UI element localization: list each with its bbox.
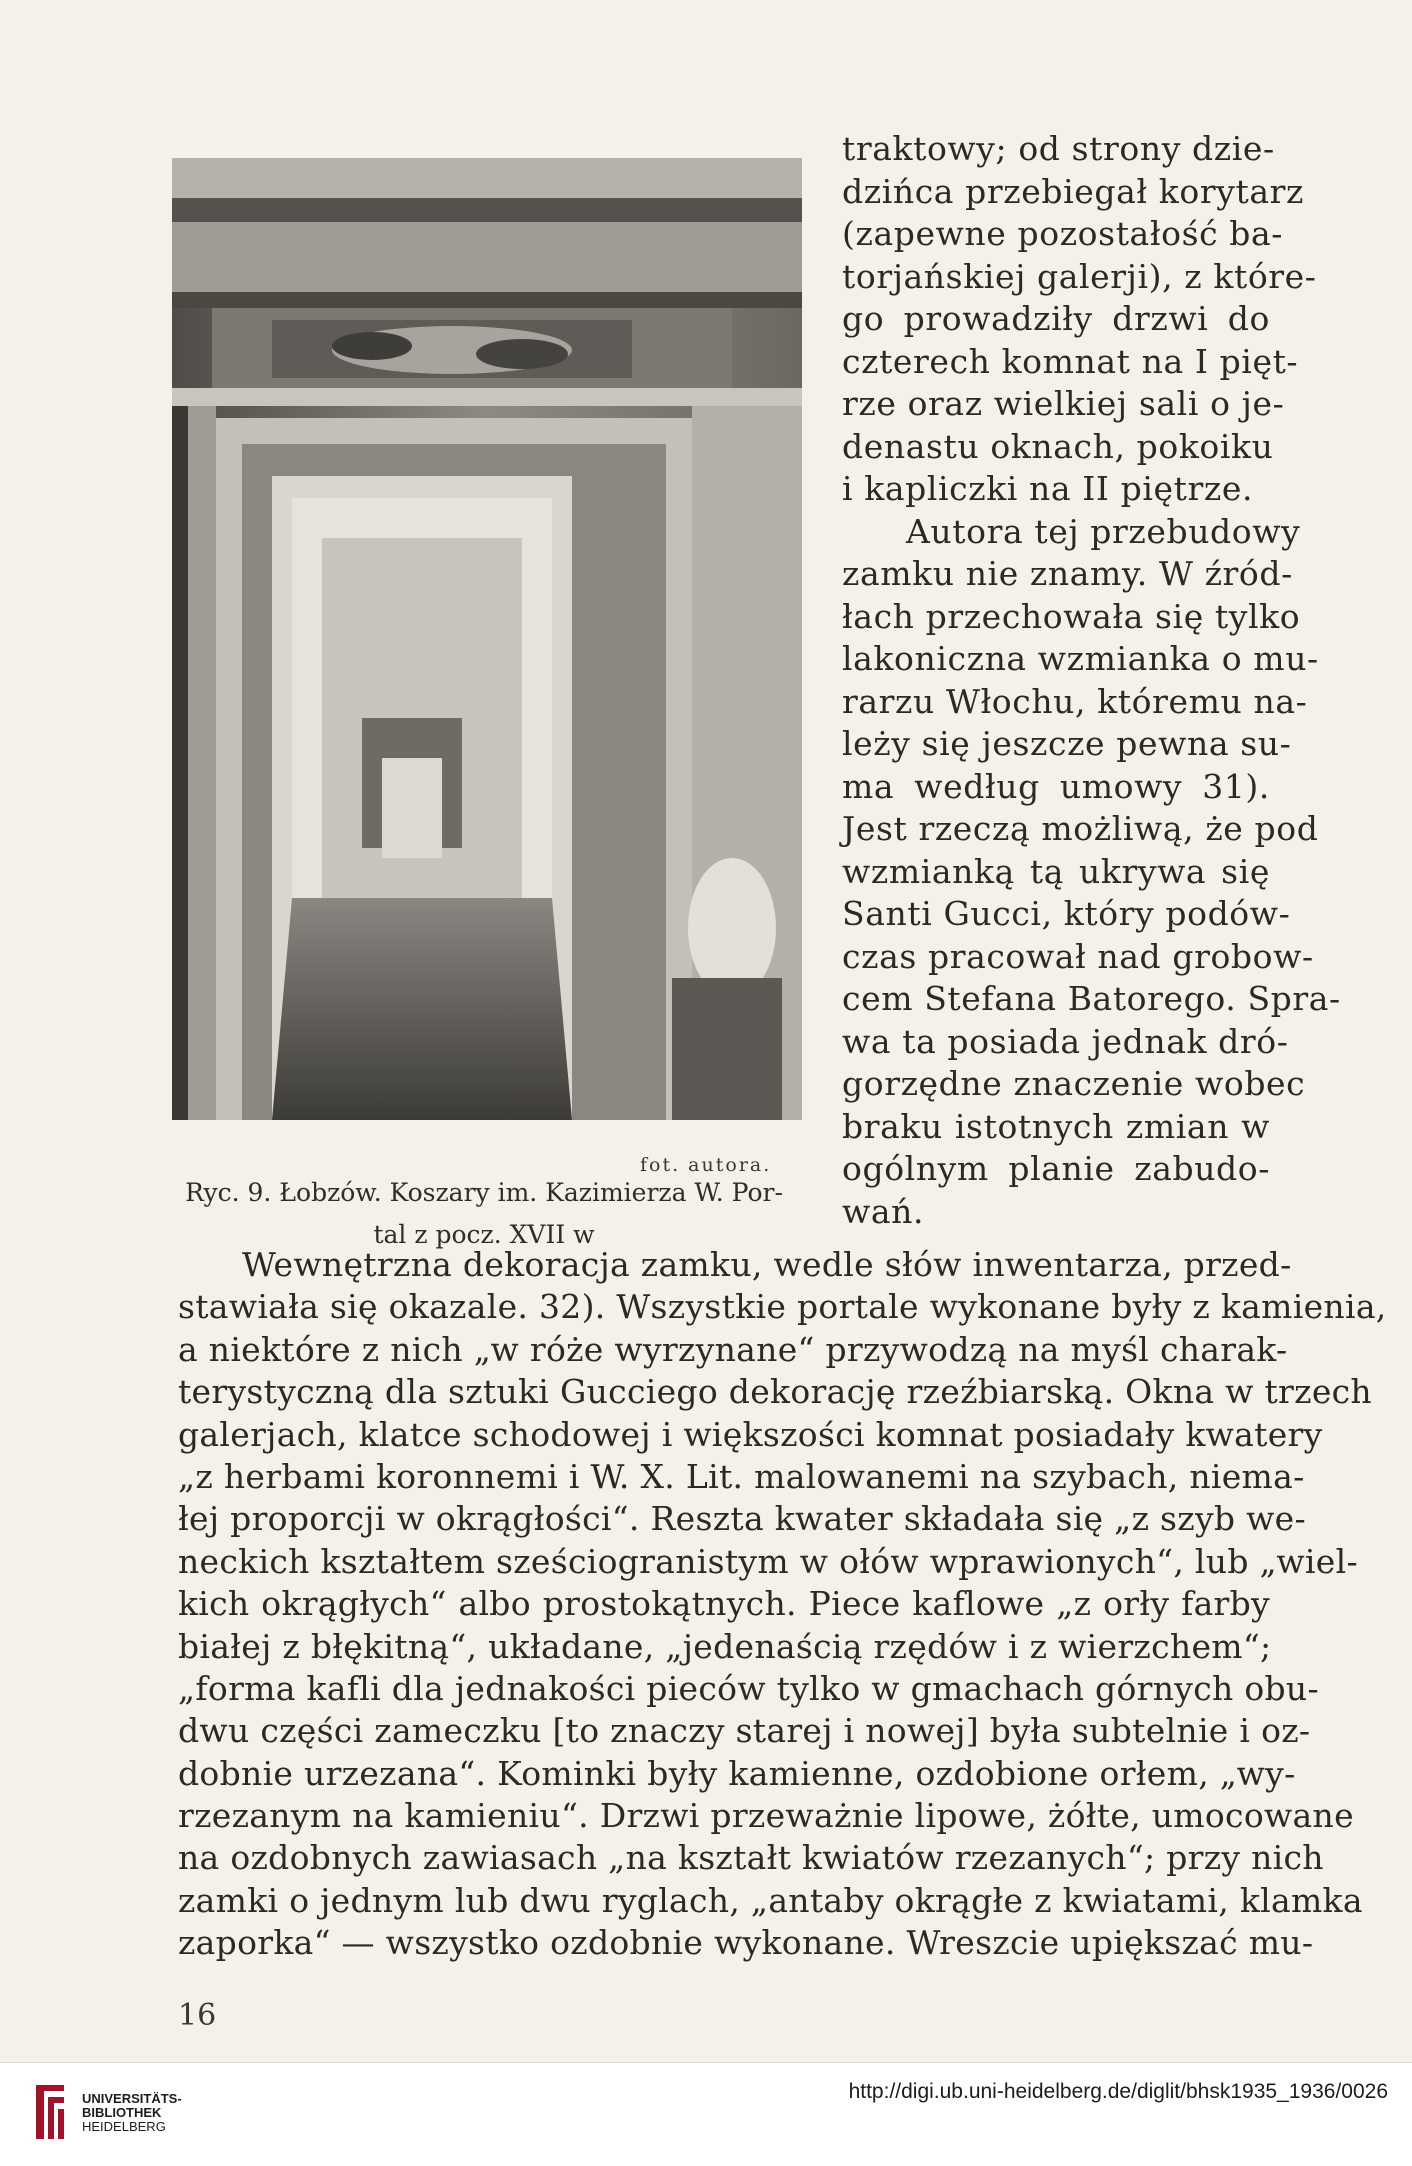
text-line: „forma kafli dla jednakości pieców tylko w gmachach górnych obu- [178, 1668, 1319, 1708]
text-line: białej z błękitną“, układane, „jedenaścią rzędów i z wierzchem“; [178, 1626, 1272, 1666]
library-name-line: UNIVERSITÄTS- [82, 2091, 182, 2106]
text-line: galerjach, klatce schodowej i większości komnat posiadały kwatery [178, 1414, 1323, 1454]
ub-heidelberg-logo-icon [30, 2081, 70, 2145]
text-line: go prowadziły drzwi do [842, 299, 1270, 338]
text-line: torjańskiej galerji), z które- [842, 256, 1317, 296]
text-line: łej proporcji w okrągłości“. Reszta kwater składała się „z szyb we- [178, 1499, 1306, 1539]
text-line: a niektóre z nich „w róże wyrzynane“ przywodzą na myśl charak- [178, 1329, 1288, 1369]
caption-line: Ryc. 9. Łobzów. Koszary im. Kazimierza W. Por- [185, 1178, 783, 1207]
text-line: lakoniczna wzmianka o mu- [842, 639, 1319, 678]
text-line: dzińca przebiegał korytarz [842, 171, 1304, 211]
photo-credit: fot. autora. [640, 1154, 772, 1176]
text-line: neckich kształtem sześciogranistym w ołów wprawionych“, lub „wiel- [178, 1541, 1358, 1581]
text-line: rze oraz wielkiej sali o je- [842, 384, 1285, 423]
text-line: terystyczną dla sztuki Gucciego dekorację rzeźbiarską. Okna w trzech [178, 1372, 1372, 1412]
library-footer [0, 2062, 1412, 2166]
doorway-photograph [172, 158, 802, 1120]
text-line: (zapewne pozostałość ba- [842, 214, 1284, 253]
text-line: zamku nie znamy. W źród- [842, 554, 1293, 593]
text-line: dwu części zameczku [to znaczy starej i nowej] była subtelnie i oz- [178, 1711, 1311, 1751]
text-line: stawiała się okazale. 32). Wszystkie portale wykonane były z kamienia, [178, 1287, 1387, 1327]
doorway-photograph-drawing [172, 158, 802, 1120]
text-line: ogólnym planie zabudo- [842, 1149, 1270, 1188]
main-paragraph [178, 1244, 1387, 1965]
text-line: łach przechowała się tylko [842, 596, 1301, 636]
text-line: i kapliczki na II piętrze. [842, 469, 1254, 508]
text-line: gorzędne znaczenie wobec [842, 1064, 1306, 1103]
text-line: zamki o jednym lub dwu ryglach, „antaby okrągłe z kwiatami, klamka [178, 1880, 1363, 1920]
text-line: cem Stefana Batorego. Spra- [842, 979, 1341, 1018]
text-line: kich okrągłych“ albo prostokątnych. Piece kaflowe „z orły farby [178, 1584, 1270, 1624]
text-line: ma według umowy 31). [842, 766, 1270, 806]
text-line: traktowy; od strony dzie- [842, 129, 1275, 168]
text-line: czterech komnat na I pięt- [842, 341, 1299, 381]
source-url-link[interactable]: http://digi.ub.uni-heidelberg.de/diglit/bhsk1935_1936/0026 [848, 2080, 1388, 2103]
text-line: „z herbami koronnemi i W. X. Lit. malowanemi na szybach, niema- [178, 1456, 1305, 1496]
text-line: Autora tej przebudowy [906, 511, 1301, 551]
text-line: czas pracował nad grobow- [842, 936, 1314, 976]
text-line: leży się jeszcze pewna su- [842, 724, 1292, 763]
text-line: wa ta posiada jednak dró- [842, 1021, 1289, 1061]
library-name-line: BIBLIOTHEK [82, 2105, 162, 2120]
text-line: zaporka“ — wszystko ozdobnie wykonane. Wreszcie upiększać mu- [178, 1923, 1314, 1963]
text-line: dobnie urzezana“. Kominki były kamienne, ozdobione orłem, „wy- [178, 1753, 1296, 1793]
text-line: denastu oknach, pokoiku [842, 426, 1274, 466]
page-number: 16 [178, 1998, 217, 2033]
text-line: Santi Gucci, który podów- [842, 894, 1291, 933]
library-name [82, 2092, 182, 2134]
text-line: na ozdobnych zawiasach „na kształt kwiatów rzezanych“; przy nich [178, 1838, 1324, 1878]
caption-line: tal z pocz. XVII w [373, 1220, 595, 1249]
text-line: wań. [842, 1191, 925, 1231]
right-text-column [842, 128, 1341, 1233]
text-line: wzmianką tą ukrywa się [842, 851, 1270, 891]
text-line: rarzu Włochu, któremu na- [842, 681, 1308, 721]
text-line: braku istotnych zmian w [842, 1106, 1270, 1146]
library-name-line: HEIDELBERG [82, 2119, 166, 2134]
text-line: rzezanym na kamieniu“. Drzwi przeważnie lipowe, żółte, umocowane [178, 1796, 1354, 1836]
text-line: Jest rzeczą możliwą, że pod [842, 809, 1319, 848]
text-line: Wewnętrzna dekoracja zamku, wedle słów inwentarza, przed- [242, 1245, 1292, 1284]
